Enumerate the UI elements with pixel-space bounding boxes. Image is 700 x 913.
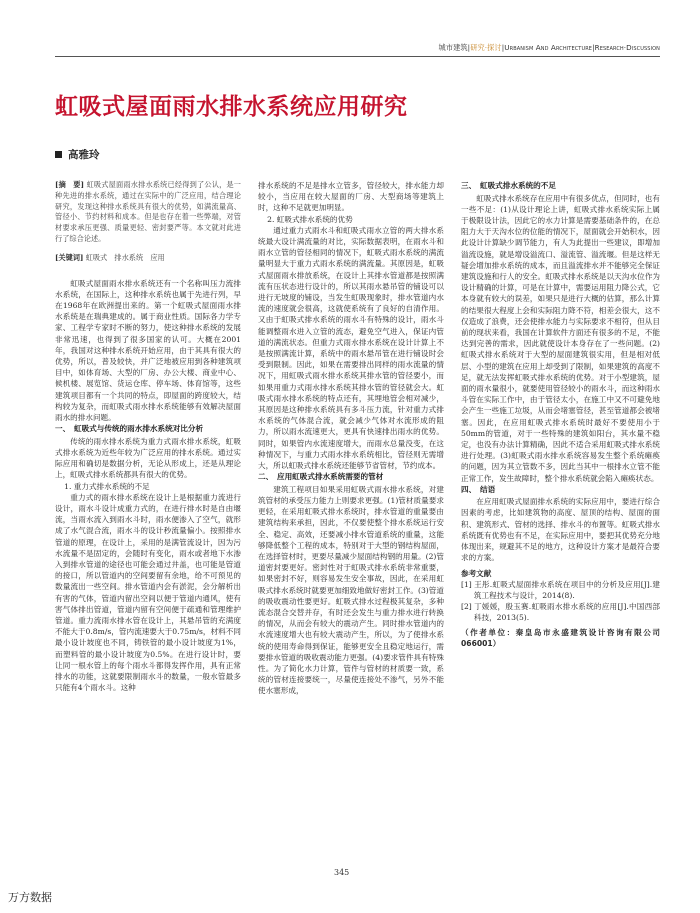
journal-name-cn: 城市建筑 bbox=[438, 43, 468, 52]
author-affiliation: （作者单位：秦皇岛市永盛建筑设计咨询有限公司066001） bbox=[461, 627, 660, 648]
paragraph: 重力式的雨水排水系统在设计上是根据重力流进行设计，雨水斗设计成重力式的，在进行排水时是自由堰流，当雨水流入到雨水斗时，雨水便渗入了空气，就形成了水气混合流，雨水斗的设计秒流量偏小。按照排水管道的原理，在设计上，采用的是满管流设计，因为污水流量不是固定的，会随时有变化，雨水或者地下水渗入到排水管道的途径也可能会通过井盖，也可能是管道的接口，所以管道内的空间要留有余地，给不可预见的数量流出一些空间。排水管道内会有淤泥，会分解析出有害的气体，管道内留出空间以便于管道内通风，使有害气体排出管道，管道内留有空间便于疏通和管理维护管道。重力流雨水排水管在设计上，其悬吊管的充满度不能大于0.8m/s，管内流速要大于0.75m/s，材料不同最小设计坡度也不同，铸铁管的最小设计坡度为1%，而塑料管的最小设计坡度为0.5%。在进行设计时，要让同一根水管上的每个雨水斗都得发挥作用，具有正常排水的功能，这就要限制雨水斗的数量，一般水管最多只能有4个雨水斗。这种 bbox=[55, 492, 241, 693]
journal-name-en: Urbanism And Architecture bbox=[504, 43, 593, 52]
abstract bbox=[55, 180, 241, 245]
author-row bbox=[55, 147, 100, 162]
running-header bbox=[439, 43, 661, 53]
abstract-text: 虹吸式屋面雨水排水系统已经得到了公认，是一种先进的排水系统，通过在实际中的广泛应用，结合理论研究，发现这种排水系统具有很大的优势，如满流量高、管径小、节约材料和成本。但是也存在着一些弊端，对管材要求承压更强、质量更轻、密封要严等。本文就对此进行了综合论述。 bbox=[55, 180, 241, 243]
reference-item bbox=[461, 579, 660, 601]
references-heading: 参考文献 bbox=[461, 568, 492, 578]
paragraph: 传统的雨水排水系统为重力式雨水排水系统，虹吸式排水系统为近些年较为广泛应用的排水系统。通过实际应用和确切是数据分析，无论从形成上，还是从理论上，虹吸式排水系统都具有很大的优势。 bbox=[55, 436, 241, 480]
header-rule bbox=[55, 56, 660, 57]
author-bullet-icon bbox=[55, 151, 62, 158]
author-name: 高雅玲 bbox=[68, 149, 100, 161]
paragraph: 虹吸式排水系统存在应用中有很多优点，但同时，也有一些不足：(1)从设计理论上讲，虹吸式排水系统实际上属于极限设计法，因此它的水力计算是需要基础条件的，在总阻力大于天沟水位的位能的情况下，屋面就会开始积水，因此设计计算缺少调节能力，有人为此提出一些建议，即增加溢流设施，就是增设溢流口、溢流管、溢流堰。但是这样无疑会增加排水系统的成本，而且溢流排水并不能够完全保证建筑设施和行人的安全。虹吸式排水系统是以天沟水位作为设计精确的计算，可是在计算中，需要运用阻力降公式，它本身就有较大的误差，如果只是进行大概的估算，那么计算的结果很大程度上会和实际阻力降不符，相差会很大，这不仅造成了浪费，还会使排水能力与实际要求不相符，但从目前的现状来看，我国在计算软件方面还有很多的不足，不能达到完善的需求，因此就使设计本身存在了一些问题。(2)虹吸式排水系统对于大型的屋面建筑很实用，但是相对低层、小型的建筑在应用上却受到了限制，如果建筑的高度不足，就无法发挥虹吸式排水系统的优势。对于小型建筑，屋面的雨水量很小，就要使用管径较小的雨水斗，而这种雨水斗管在实际工作中，由于管径太小，在施工中又不可避免地会产生一些施工垃圾，从而会堵塞管径，甚至管道都会被堵塞。因此，在应用虹吸式排水系统时最好不要使用小于50mm的管道，对于一些特殊的建筑如阳台，其水量不稳定，也没有办法计算精确，因此不适合采用虹吸式排水系统进行处理。(3)虹吸式雨水排水系统容易发生整个系统瘫痪的问题，因为其立管数不多，因此当其中一根排水立管不能正常工作，发生故障时，整个排水系统就会陷入瘫痪状态。 bbox=[461, 193, 660, 483]
paragraph: 通过重力式雨水斗和虹吸式雨水立管的两大排水系统最大设计满流量的对比，实际数据表明，在雨水斗和雨水立管的管径相同的情况下，虹吸式雨水系统的满流量明显大于重力式雨水系统的满流量。其原因是，虹吸式屋面雨水排放系统，在设计上其排水管道都是按照满流有压状态进行设计的，所以其雨水悬吊管的铺设可以进行无坡度的铺设，当发生虹吸现象时，排水管道内水流的速度就会很高，这就使系统有了良好的自清作用。又由于虹吸式排水系统的雨水斗有特殊的设计，雨水斗能调整雨水进入立管的流态，避免空气进入，保证内管道的满流状态。但重力式雨水排水系统在设计计算上不是按照满流计算，系统中的雨水悬吊管在进行铺设时会受到限制。因此，如果在需要排出同样的雨水流量的情况下，用虹吸式雨水排水系统其排水管的管径要小，而如果用重力式雨水排水系统其排水管的管径就会大。虹吸式雨水排水系统的特点还有，其埋地管会相对减少，其原因是这种排水系统具有多斗压力流，针对重力式排水系统的气体混合流，就会减少气体对水流形成的阻力，所以雨水流速更大，更具有快速排出雨水的优势。同时，如果管内水流速度增大，而雨水总量没变，在这种情况下，与重力式雨水排水系统相比，管径则无需增大，所以虹吸式排水系统还能够节省管材，节约成本。 bbox=[258, 225, 444, 471]
paragraph: 在应用虹吸式屋面排水系统的实际应用中，要进行综合因素的考虑，比如建筑物的高度、屋顶的结构、屋面的面积、建筑形式、管材的选择、排水斗的布置等。虹吸式排水系统既有优势也有不足，在实际应用中，要把其优势充分地体现出来，规避其不足的地方，这种设计方案才是最符合要求的方案。 bbox=[461, 497, 660, 563]
column-1 bbox=[55, 180, 241, 693]
header-separator: | bbox=[592, 43, 595, 52]
section-heading-3: 三、 虹吸式排水系统的不足 bbox=[461, 181, 556, 190]
reference-text: 丁媛媛，殷玉赛.虹吸雨水排水系统的应用[J].中国西部科技，2013(5). bbox=[473, 602, 660, 623]
reference-number: [1] bbox=[461, 579, 472, 589]
page-number: 345 bbox=[334, 868, 350, 877]
intro-paragraph: 虹吸式屋面雨水排水系统还有一个名称叫压力流排水系统，在国际上，这种排水系统也属于先进行列，早在1968年在欧洲提出来的。第一个虹吸式屋面雨水排水系统是在瑞典建成的。属于商业性质。国际各力学专家、工程学专家时不断的努力，使这种排水系统的发展非常迅速，也得到了很多国家的认可。大概在2001年，我国对这种排水系统开始应用，由于其具有很大的优势，所以，普及较快，并广泛地被应用到各种建筑项目中，如体育场、大型的厂房、办公大楼、商业中心、候机楼、展览馆、货运仓库、停车场、体育馆等，这些建筑项目都有一个共同的特点，即屋面的跨度较大，结构较为复杂，而虹吸式雨水排水系统能够有效解决屋面雨水的排水问题。 bbox=[55, 278, 241, 423]
section-heading-2: 二、 应用虹吸式排水系统需要的管材 bbox=[258, 472, 384, 482]
watermark: 万方数据 bbox=[8, 891, 52, 904]
paragraph: 建筑工程项目如果采用虹吸式雨水排水系统，对建筑管材的承受压力能力上则要求更强。(1)管材质量要求更轻，在采用虹吸式排水系统时，排水管道的重量要由建筑结构来承担，因此，不仅要使整个排水系统运行安全、稳定、高效，还要减小排水管道系统的重量，这能够降低整个工程的成本，特别对于大型的钢结构屋面，在选择管材时，更要尽量减少屋面结构钢的用量。(2)管道密封要更好。密封性对于虹吸式排水系统非常重要，如果密封不好，则容易发生安全事故，因此，在采用虹吸式排水系统时就要更加细致地做好密封工作。(3)管道的吸收震动性要更好。虹吸式排水过程极其复杂，多种流态混合交替并存，有时还会发生与重力排水进行转换的情况，从而会有较大的震动产生。同时排水管道内的水流速度增大也有较大震动产生，所以，为了使排水系统的使用寿命得到保证，能够更安全且稳定地运行，需要排水管道的吸收震动能力更强。(4)要求管件具有特殊性。为了简化水力计算，管件与管材的材质要一致，系统的管材连接要统一，尽量使连接处不渗气，另外不能使水塞形成， bbox=[258, 484, 444, 696]
section-heading-1: 一、 虹吸式与传统的雨水排水系统对比分析 bbox=[55, 424, 204, 434]
keywords-text: 虹吸式 排水系统 应用 bbox=[85, 252, 165, 262]
header-separator: | bbox=[467, 43, 471, 52]
subsection-heading: 1. 重力式排水系统的不足 bbox=[64, 481, 150, 491]
article-title: 虹吸式屋面雨水排水系统应用研究 bbox=[55, 94, 408, 120]
abstract-label: [摘 要] bbox=[55, 180, 85, 189]
keywords bbox=[55, 253, 241, 264]
reference-number: [2] bbox=[461, 602, 472, 612]
reference-text: 王彤.虹吸式屋面排水系统在项目中的分析及应用[J].建筑工程技术与设计，2014(8). bbox=[473, 579, 660, 600]
column-name-cn: 研究·探讨 bbox=[470, 43, 502, 52]
paragraph: 排水系统的不足是排水立管多，管径较大，排水能力却较小，当应用在较大屋面的厂房、大型商场等建筑上时，这种不足就更加明显。 bbox=[258, 181, 444, 213]
section-heading-4: 四、 结语 bbox=[461, 484, 496, 494]
column-2 bbox=[258, 180, 444, 697]
column-name-en: Research·Discussion bbox=[594, 43, 660, 52]
header-separator: | bbox=[501, 43, 505, 52]
column-3 bbox=[461, 180, 660, 649]
subsection-heading: 2. 虹吸式排水系统的优势 bbox=[267, 214, 353, 224]
keywords-label: [关键词] bbox=[55, 252, 84, 262]
reference-item bbox=[461, 601, 660, 623]
